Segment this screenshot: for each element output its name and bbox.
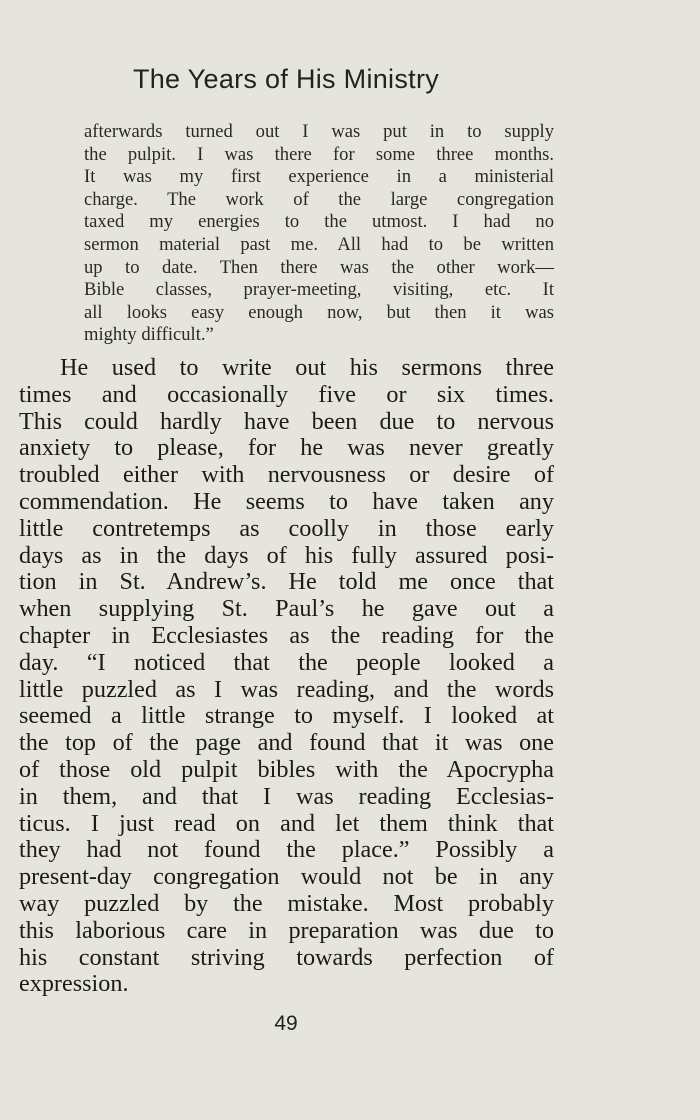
quote-line: charge. The work of the large congregation (84, 188, 554, 210)
body-line: little contretemps as coolly in those early (19, 514, 554, 542)
body-line: times and occasionally five or six times. (19, 380, 554, 408)
quote-line: Bible classes, prayer-meeting, visiting, etc. It (84, 279, 554, 301)
running-head: The Years of His Ministry (132, 64, 440, 94)
body-line: chapter in Ecclesiastes as the reading for the (19, 621, 554, 649)
body-paragraph (19, 355, 554, 998)
quote-line: all looks easy enough now, but then it was (84, 301, 554, 323)
body-line: when supplying St. Paul’s he gave out a (19, 595, 554, 623)
body-line: the top of the page and found that it was one (19, 729, 554, 757)
body-line: ticus. I just read on and let them think that (19, 809, 554, 837)
body-line: This could hardly have been due to nervous (19, 407, 554, 435)
body-line: He used to write out his sermons three (60, 354, 554, 381)
block-quote (84, 121, 554, 347)
body-line: this laborious care in preparation was due to (19, 916, 554, 944)
body-line: tion in St. Andrew’s. He told me once that (19, 568, 554, 596)
quote-line: afterwards turned out I was put in to supply (84, 121, 554, 142)
body-line: way puzzled by the mistake. Most probably (19, 889, 554, 917)
quote-line: up to date. Then there was the other work— (84, 256, 554, 278)
page-number: 49 (274, 1012, 298, 1035)
body-line: day. “I noticed that the people looked a (19, 648, 554, 676)
quote-line: the pulpit. I was there for some three months. (84, 143, 554, 165)
body-line: his constant striving towards perfection of (19, 943, 554, 971)
body-line: seemed a little strange to myself. I looked at (19, 702, 554, 730)
quote-line: taxed my energies to the utmost. I had no (84, 211, 554, 233)
body-line: commendation. He seems to have taken any (19, 487, 554, 515)
body-line: in them, and that I was reading Ecclesias- (19, 782, 554, 810)
body-line: present-day congregation would not be in any (19, 863, 554, 891)
quote-line: mighty difficult.” (84, 324, 214, 346)
body-line: they had not found the place.” Possibly a (19, 836, 554, 864)
body-line: expression. (19, 970, 129, 998)
quote-line: It was my first experience in a ministerial (84, 166, 554, 188)
body-line: days as in the days of his fully assured posi- (19, 541, 554, 569)
body-line: little puzzled as I was reading, and the words (19, 675, 554, 703)
body-line: troubled either with nervousness or desire of (19, 461, 554, 489)
body-line: anxiety to please, for he was never greatly (19, 434, 554, 462)
body-line: of those old pulpit bibles with the Apocrypha (19, 755, 554, 783)
quote-line: sermon material past me. All had to be written (84, 233, 554, 255)
